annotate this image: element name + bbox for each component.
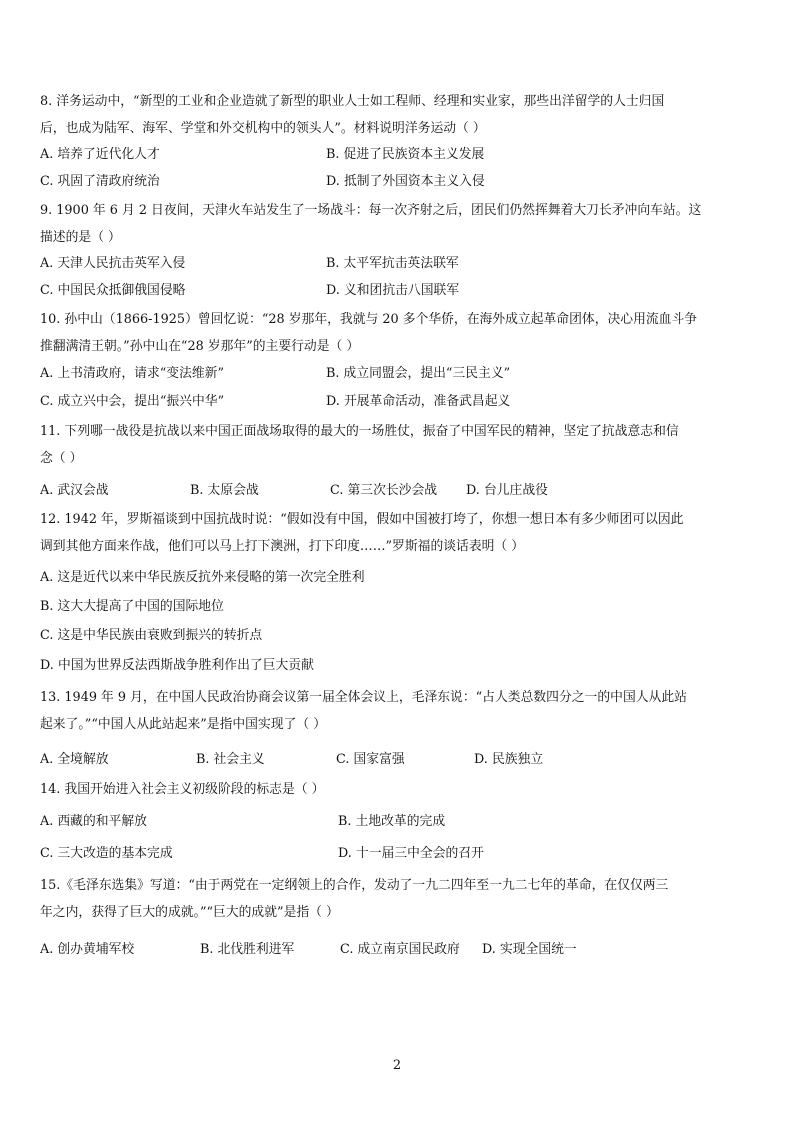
option-d[interactable]: D. 义和团抗击八国联军 — [326, 283, 460, 298]
question-15 — [40, 872, 760, 926]
option-row — [40, 844, 760, 864]
question-stem-line: 后，也成为陆军、海军、学堂和外交机构中的领头人”。材料说明洋务运动（ ） — [40, 121, 486, 136]
option-c[interactable]: C. 国家富强 — [336, 752, 405, 767]
question-stem-line: 9. 1900 年 6 月 2 日夜间，天津火车站发生了一场战斗：每一次齐射之后，团民们仍然挥舞着大刀长矛冲向车站。这 — [40, 203, 702, 218]
option-row — [40, 597, 760, 617]
option-a[interactable]: A. 这是近代以来中华民族反抗外来侵略的第一次完全胜利 — [40, 570, 365, 585]
question-10 — [40, 306, 760, 360]
question-stem-line: 调到其他方面来作战，他们可以马上打下澳洲，打下印度……”罗斯福的谈话表明（ ） — [40, 539, 525, 554]
option-row — [40, 626, 760, 646]
option-a[interactable]: A. 培养了近代化人才 — [40, 147, 160, 162]
option-d[interactable]: D. 十一届三中全会的召开 — [338, 846, 484, 861]
question-13 — [40, 684, 760, 738]
question-stem-line: 12. 1942 年，罗斯福谈到中国抗战时说：“假如没有中国，假如中国被打垮了，你想一想日本有多少师团可以因此 — [40, 512, 684, 527]
option-d[interactable]: D. 抵制了外国资本主义入侵 — [326, 174, 485, 189]
option-b[interactable]: B. 土地改革的完成 — [338, 814, 446, 829]
option-row — [40, 940, 760, 960]
option-a[interactable]: A. 全境解放 — [40, 752, 109, 767]
question-stem-line: 8. 洋务运动中，“新型的工业和企业造就了新型的职业人士如工程师、经理和实业家，那些出洋留学的人士归国 — [40, 94, 665, 109]
option-c[interactable]: C. 第三次长沙会战 — [330, 483, 438, 498]
question-9 — [40, 197, 760, 251]
page-number: 2 — [392, 1058, 402, 1073]
option-d[interactable]: D. 实现全国统一 — [482, 942, 577, 957]
option-a[interactable]: A. 武汉会战 — [40, 483, 109, 498]
option-row — [40, 568, 760, 588]
question-stem-line: 念（ ） — [40, 451, 83, 466]
option-d[interactable]: D. 民族独立 — [474, 752, 544, 767]
option-row — [40, 392, 760, 412]
option-d[interactable]: D. 开展革命活动，准备武昌起义 — [326, 394, 511, 409]
question-stem-line: 13. 1949 年 9 月，在中国人民政治协商会议第一届全体会议上，毛泽东说：“占人类总数四分之一的中国人从此站 — [40, 690, 687, 705]
option-a[interactable]: A. 创办黄埔军校 — [40, 942, 135, 957]
option-b[interactable]: B. 太平军抗击英法联军 — [326, 256, 459, 271]
option-b[interactable]: B. 这大大提高了中国的国际地位 — [40, 599, 224, 614]
question-12 — [40, 506, 760, 560]
option-a[interactable]: A. 天津人民抗击英军入侵 — [40, 256, 186, 271]
option-row — [40, 481, 760, 501]
question-stem-line: 14. 我国开始进入社会主义初级阶段的标志是（ ） — [40, 782, 325, 797]
question-11 — [40, 418, 760, 472]
option-row — [40, 750, 760, 770]
option-b[interactable]: B. 成立同盟会，提出“三民主义” — [326, 366, 511, 381]
option-c[interactable]: C. 成立兴中会，提出“振兴中华” — [40, 394, 225, 409]
option-row — [40, 145, 760, 165]
option-b[interactable]: B. 太原会战 — [190, 483, 259, 498]
option-c[interactable]: C. 巩固了清政府统治 — [40, 174, 160, 189]
option-d[interactable]: D. 台儿庄战役 — [466, 483, 548, 498]
question-stem-line: 11. 下列哪一战役是抗战以来中国正面战场取得的最大的一场胜仗，振奋了中国军民的精神，坚定了抗战意志和信 — [40, 424, 679, 439]
option-row — [40, 172, 760, 192]
question-stem-line: 10. 孙中山（1866-1925）曾回忆说：“28 岁那年，我就与 20 多个华侨，在海外成立起革命团体，决心用流血斗争 — [40, 312, 698, 327]
question-stem-line: 起来了。”“中国人从此站起来”是指中国实现了（ ） — [40, 717, 327, 732]
option-b[interactable]: B. 社会主义 — [196, 752, 265, 767]
option-row — [40, 254, 760, 274]
question-stem-line: 15.《毛泽东选集》写道：“由于两党在一定纲领上的合作，发动了一九二四年至一九二七年的革命，在仅仅两三 — [40, 878, 669, 893]
option-row — [40, 364, 760, 384]
option-row — [40, 656, 760, 676]
option-c[interactable]: C. 成立南京国民政府 — [340, 942, 460, 957]
option-row — [40, 281, 760, 301]
option-c[interactable]: C. 三大改造的基本完成 — [40, 846, 173, 861]
question-stem-line: 推翻满清王朝。”孙中山在“28 岁那年”的主要行动是（ ） — [40, 339, 360, 354]
option-row — [40, 812, 760, 832]
question-stem-line: 描述的是（ ） — [40, 230, 121, 245]
option-d[interactable]: D. 中国为世界反法西斯战争胜利作出了巨大贡献 — [40, 658, 314, 673]
option-a[interactable]: A. 西藏的和平解放 — [40, 814, 147, 829]
option-b[interactable]: B. 促进了民族资本主义发展 — [326, 147, 485, 162]
option-b[interactable]: B. 北伐胜利进军 — [200, 942, 295, 957]
question-8 — [40, 88, 760, 142]
option-a[interactable]: A. 上书清政府，请求“变法维新” — [40, 366, 225, 381]
option-c[interactable]: C. 这是中华民族由衰败到振兴的转折点 — [40, 628, 263, 643]
question-stem-line: 年之内，获得了巨大的成就。”“巨大的成就”是指（ ） — [40, 905, 339, 920]
question-14 — [40, 776, 760, 803]
option-c[interactable]: C. 中国民众抵御俄国侵略 — [40, 283, 186, 298]
